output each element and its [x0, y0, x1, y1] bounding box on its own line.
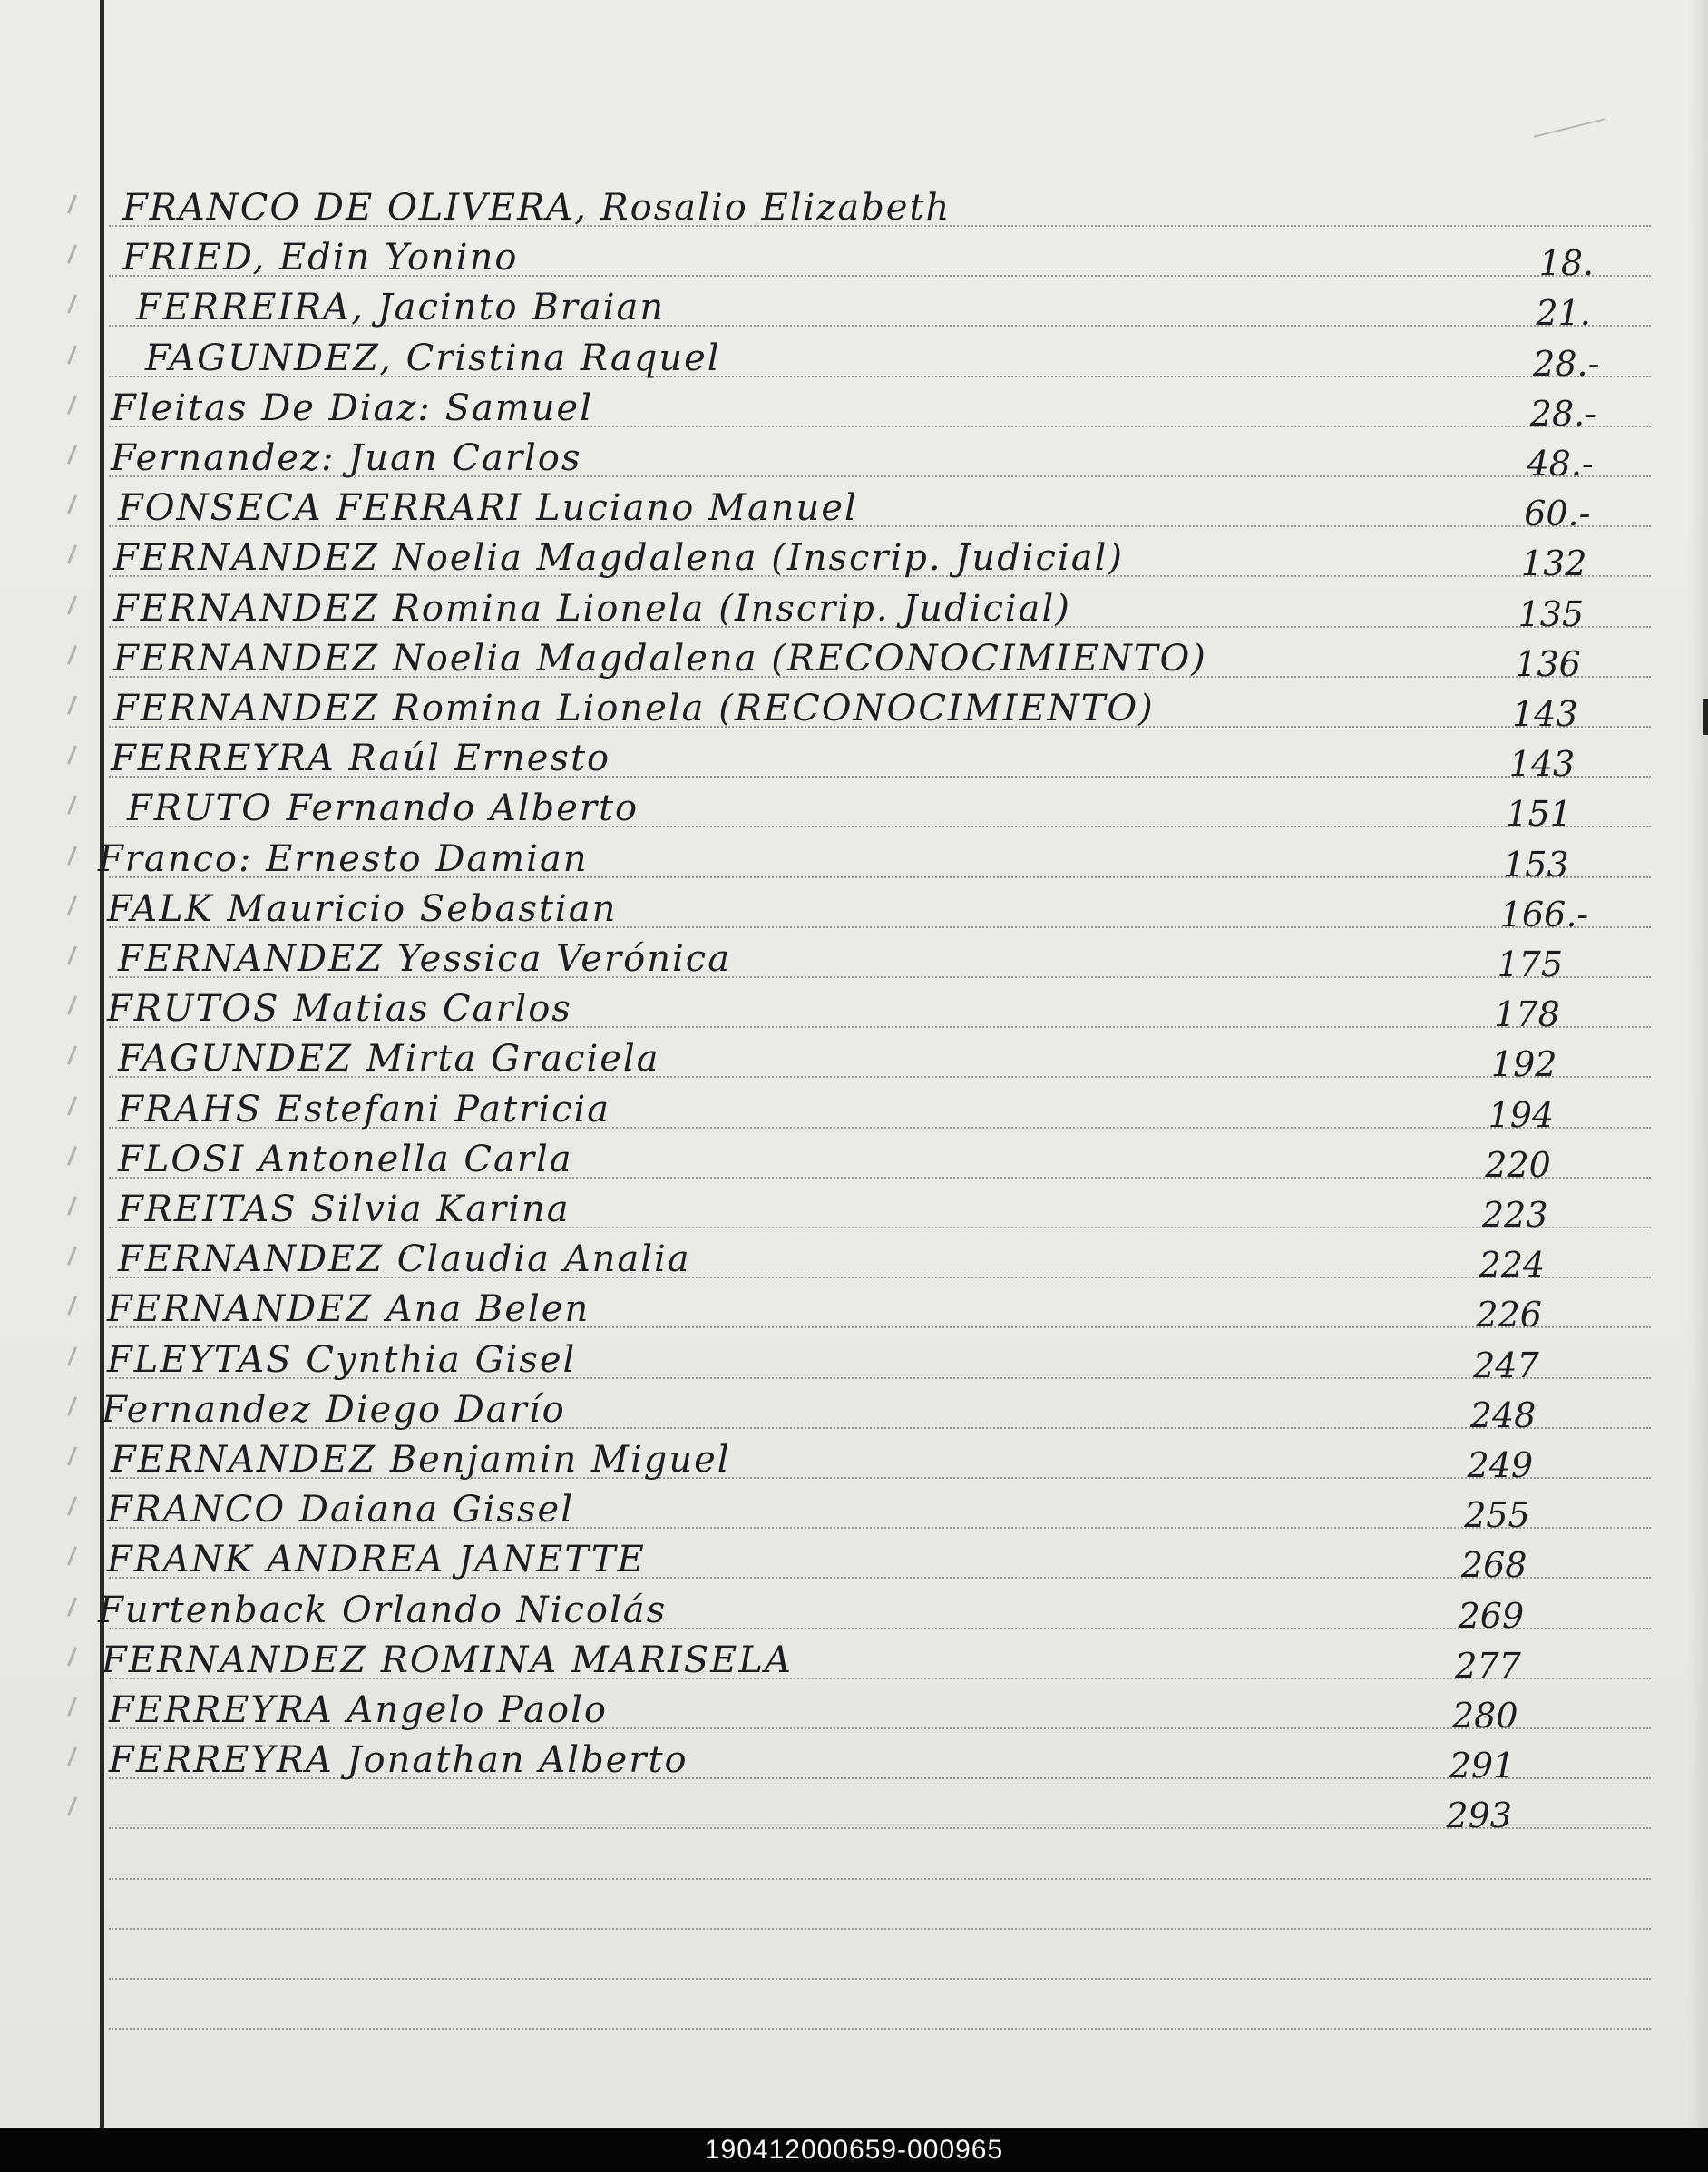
entry-name: FERNANDEZ Romina Lionela (Inscrip. Judicial) — [113, 587, 1071, 630]
entry-page-number: 280 — [1452, 1696, 1518, 1736]
index-entry — [0, 886, 1708, 935]
check-mark — [67, 194, 77, 214]
entry-page-number: 194 — [1488, 1094, 1555, 1135]
index-entry — [0, 485, 1708, 534]
check-mark — [67, 1597, 77, 1617]
index-entry — [0, 535, 1708, 584]
entry-page-number: 143 — [1508, 744, 1576, 785]
check-mark — [67, 395, 77, 415]
entry-page-number: 132 — [1520, 543, 1587, 584]
entry-name: FRANK ANDREA JANETTE — [107, 1539, 646, 1581]
entry-name: FALK Mauricio Sebastian — [107, 887, 618, 930]
entry-name: FRANCO Daiana Gissel — [107, 1489, 575, 1531]
entry-page-number: 48.- — [1527, 444, 1594, 484]
entry-name: FERNANDEZ Romina Lionela (RECONOCIMIENTO) — [113, 688, 1155, 729]
entry-page-number: 249 — [1467, 1445, 1534, 1485]
index-entry — [0, 1688, 1708, 1737]
check-mark — [67, 645, 77, 665]
entry-page-number: 178 — [1494, 994, 1560, 1035]
ruled-line — [109, 1928, 1651, 1930]
index-entry — [0, 1087, 1708, 1136]
entry-name: FLEYTAS Cynthia Gisel — [107, 1338, 577, 1381]
entry-name: FERREYRA Angelo Paolo — [109, 1689, 608, 1731]
check-mark — [67, 695, 77, 715]
check-mark — [67, 895, 77, 915]
entry-page-number: 293 — [1446, 1795, 1512, 1836]
check-mark — [67, 1046, 77, 1066]
index-entry — [0, 1487, 1708, 1536]
entry-page-number: 223 — [1482, 1195, 1548, 1235]
index-entry — [0, 686, 1708, 735]
check-mark — [67, 995, 77, 1015]
entry-name: FERNANDEZ Benjamin Miguel — [111, 1439, 731, 1481]
check-mark — [67, 595, 77, 615]
index-entry — [0, 435, 1708, 484]
ruled-line — [109, 1978, 1651, 1980]
check-mark — [67, 1246, 77, 1266]
index-entry — [0, 1137, 1708, 1186]
check-mark — [67, 945, 77, 965]
ruled-line — [109, 2028, 1651, 2030]
index-entry — [0, 285, 1708, 334]
entry-name: FERNANDEZ Yessica Verónica — [118, 938, 732, 980]
check-mark — [67, 1196, 77, 1216]
entry-page-number: 175 — [1497, 944, 1564, 984]
check-mark — [67, 1396, 77, 1416]
entry-name: FERNANDEZ Noelia Magdalena (Inscrip. Judicial) — [113, 537, 1124, 580]
entry-name: FRIED, Edin Yonino — [122, 237, 519, 279]
entry-page-number: 28.- — [1529, 393, 1597, 434]
check-mark — [67, 345, 77, 365]
entry-name: Franco: Ernesto Damian — [98, 837, 589, 880]
entry-page-number: 269 — [1458, 1595, 1525, 1636]
index-entry — [0, 235, 1708, 284]
index-entry — [0, 1287, 1708, 1335]
entry-name: FONSECA FERRARI Luciano Manuel — [118, 487, 858, 530]
check-mark — [67, 1797, 77, 1817]
entry-page-number: 166.- — [1499, 894, 1589, 934]
index-entry — [0, 1638, 1708, 1687]
check-mark — [67, 1647, 77, 1667]
check-mark — [67, 1547, 77, 1567]
check-mark — [67, 1496, 77, 1516]
entry-name: FAGUNDEZ, Cristina Raquel — [145, 337, 721, 379]
check-mark — [67, 1346, 77, 1366]
index-entry — [0, 1187, 1708, 1236]
entry-page-number: 291 — [1449, 1746, 1516, 1786]
entry-name: FRAHS Estefani Patricia — [118, 1088, 611, 1130]
entry-name: FERNANDEZ Claudia Analia — [118, 1238, 691, 1281]
entry-name: Fleitas De Diaz: Samuel — [111, 386, 594, 429]
check-mark — [67, 1146, 77, 1166]
check-mark — [67, 545, 77, 565]
entry-page-number: 136 — [1515, 643, 1581, 684]
entry-name: FERREYRA Raúl Ernesto — [111, 738, 611, 780]
entry-name: Fernandez: Juan Carlos — [111, 437, 582, 479]
entry-name: FRUTOS Matias Carlos — [107, 988, 572, 1031]
entry-name: FRANCO DE OLIVERA, Rosalio Elizabeth — [122, 187, 952, 229]
pencil-mark — [1534, 118, 1605, 137]
check-mark — [67, 295, 77, 315]
entry-page-number: 224 — [1479, 1245, 1546, 1286]
index-entry — [0, 936, 1708, 985]
entry-page-number: 277 — [1455, 1645, 1521, 1686]
check-mark — [67, 846, 77, 866]
check-mark — [67, 244, 77, 264]
check-mark — [67, 1446, 77, 1466]
index-entry — [0, 837, 1708, 885]
entry-page-number: 18. — [1538, 243, 1595, 284]
ruled-line — [109, 1878, 1651, 1880]
entry-page-number: 268 — [1460, 1545, 1527, 1586]
entry-name: FRUTO Fernando Alberto — [127, 788, 639, 830]
entry-name: FERNANDEZ Noelia Magdalena (RECONOCIMIENTO) — [113, 637, 1207, 680]
check-mark — [67, 1296, 77, 1316]
index-entry — [0, 1036, 1708, 1085]
entry-name: FAGUNDEZ Mirta Graciela — [118, 1038, 660, 1081]
index-entry — [0, 1737, 1708, 1786]
entry-name: FERREYRA Jonathan Alberto — [109, 1739, 688, 1782]
check-mark — [67, 1697, 77, 1717]
entry-name: FLOSI Antonella Carla — [118, 1138, 573, 1180]
entry-page-number: 220 — [1485, 1144, 1551, 1185]
index-entry — [0, 386, 1708, 435]
index-entry — [0, 1588, 1708, 1637]
entry-page-number: 28.- — [1533, 343, 1600, 384]
entry-name: FREITAS Silvia Karina — [118, 1189, 571, 1230]
check-mark — [67, 796, 77, 816]
entry-page-number: 247 — [1473, 1345, 1539, 1385]
entry-page-number: 192 — [1490, 1044, 1557, 1085]
entry-page-number: 248 — [1469, 1394, 1537, 1435]
entry-page-number: 60.- — [1524, 494, 1591, 534]
entry-page-number: 226 — [1476, 1295, 1542, 1335]
check-mark — [67, 445, 77, 465]
index-entry — [0, 636, 1708, 685]
entry-name: Furtenback Orlando Nicolás — [98, 1589, 668, 1631]
entry-name: FERREIRA, Jacinto Braian — [136, 287, 666, 329]
document-id-footer: 190412000659-000965 — [0, 2128, 1708, 2172]
entry-page-number: 21. — [1536, 293, 1591, 334]
entry-page-number: 135 — [1518, 593, 1585, 634]
index-entry — [0, 1787, 1708, 1836]
index-entry — [0, 1537, 1708, 1586]
index-entry — [0, 736, 1708, 785]
index-entry — [0, 786, 1708, 835]
index-entry — [0, 986, 1708, 1035]
index-entry — [0, 586, 1708, 635]
entry-page-number: 143 — [1512, 694, 1578, 734]
entry-name: FERNANDEZ ROMINA MARISELA — [102, 1639, 793, 1681]
entry-name: FERNANDEZ Ana Belen — [107, 1288, 590, 1331]
index-entry — [0, 1387, 1708, 1436]
check-mark — [67, 1096, 77, 1116]
index-entry — [0, 1237, 1708, 1286]
index-entry — [0, 185, 1708, 234]
entry-name: Fernandez Diego Darío — [102, 1388, 566, 1431]
entry-page-number: 153 — [1503, 844, 1569, 885]
check-mark — [67, 494, 77, 514]
index-entry — [0, 336, 1708, 385]
index-entry — [0, 1437, 1708, 1486]
check-mark — [67, 1746, 77, 1766]
entry-page-number: 151 — [1506, 794, 1572, 835]
index-entry — [0, 1337, 1708, 1386]
entry-page-number: 255 — [1464, 1495, 1530, 1536]
check-mark — [67, 745, 77, 765]
